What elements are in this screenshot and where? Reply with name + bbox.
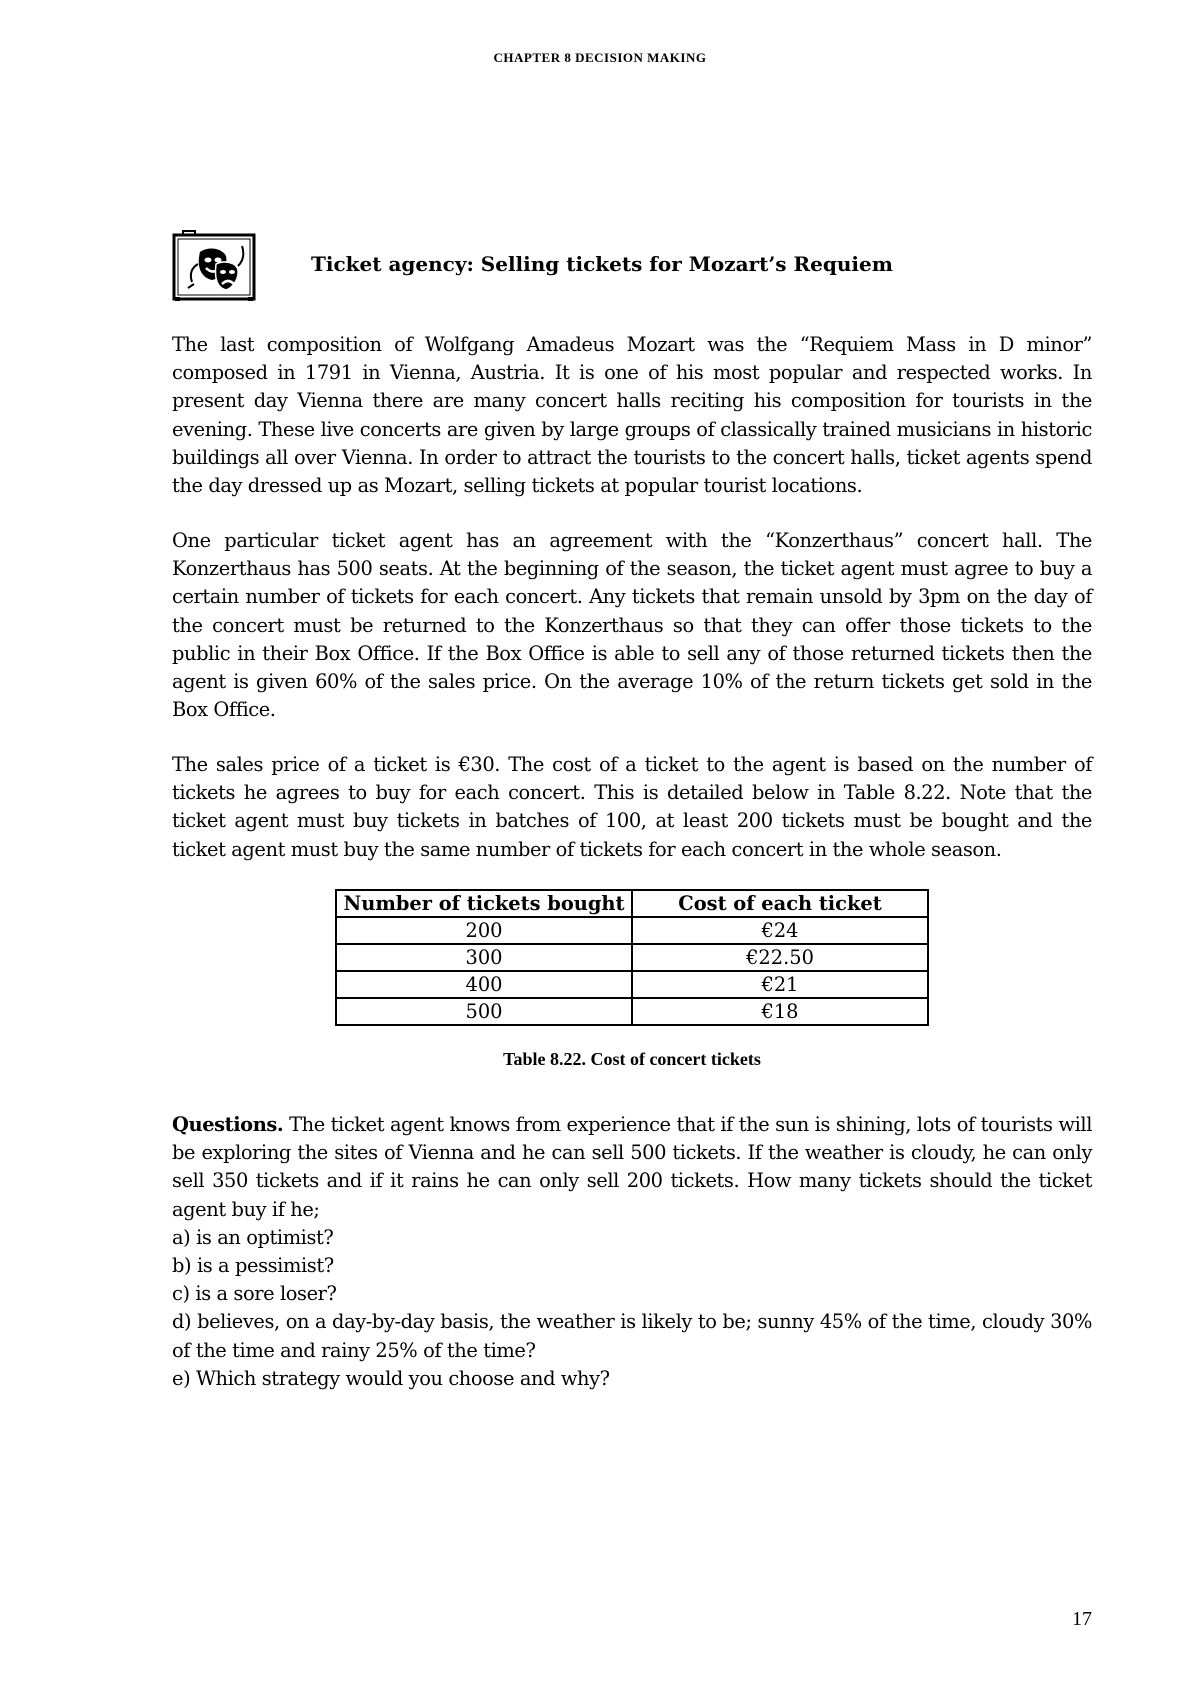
- question-item: d) believes, on a day-by-day basis, the weather is likely to be; sunny 45% of the time, cloudy 30% of the time and rainy 25% of the time?: [172, 1310, 1092, 1362]
- question-item: b) is a pessimist?: [172, 1254, 334, 1278]
- table-cell-cost: €22.50: [632, 944, 928, 971]
- table-cell-tickets: 300: [336, 944, 632, 971]
- running-header: CHAPTER 8 DECISION MAKING: [493, 50, 707, 65]
- table-cell-cost: €24: [632, 917, 928, 944]
- table-caption: Table 8.22. Cost of concert tickets: [503, 1049, 761, 1069]
- table-header-tickets: Number of tickets bought: [336, 890, 632, 917]
- paragraph-pricing: The sales price of a ticket is €30. The cost of a ticket to the agent is based on the number of tickets he agrees to buy for each concert. This is detailed below in Table 8.22. Note that the ticket agent must buy tickets in batches of 100, at least 200 tickets must be bought and the ticket agent must buy the same number of tickets for each concert in the whole season.: [172, 753, 1092, 861]
- table-header-cost: Cost of each ticket: [632, 890, 928, 917]
- table-cell-tickets: 500: [336, 998, 632, 1025]
- table-cell-cost: €21: [632, 971, 928, 998]
- theatre-masks-briefcase-icon: [172, 230, 258, 302]
- questions-label: Questions.: [172, 1113, 284, 1136]
- table-row: [336, 917, 928, 944]
- cost-table: [335, 889, 929, 1026]
- question-item: e) Which strategy would you choose and why?: [172, 1366, 610, 1390]
- table-row: [336, 944, 928, 971]
- table-row: [336, 998, 928, 1025]
- question-item: c) is a sore loser?: [172, 1282, 337, 1306]
- table-row: [336, 971, 928, 998]
- page-number: 17: [1072, 1608, 1092, 1630]
- case-title: Ticket agency: Selling tickets for Mozart’s Requiem: [311, 252, 893, 276]
- table-cell-tickets: 400: [336, 971, 632, 998]
- questions-lead: [172, 1111, 1092, 1224]
- paragraph-agreement: One particular ticket agent has an agreement with the “Konzerthaus” concert hall. The Konzerthaus has 500 seats. At the beginning of the season, the ticket agent must agree to buy a certain number of tickets for each concert. Any tickets that remain unsold by 3pm on the day of the concert must be returned to the Konzerthaus so that they can offer those tickets to the public in their Box Office. If the Box Office is able to sell any of those returned tickets then the agent is given 60% of the sales price. On the average 10% of the return tickets get sold in the Box Office.: [172, 529, 1092, 722]
- table-cell-cost: €18: [632, 998, 928, 1025]
- questions-section: [172, 1111, 1092, 1393]
- table-cell-tickets: 200: [336, 917, 632, 944]
- question-item: a) is an optimist?: [172, 1225, 334, 1249]
- questions-lead-text: The ticket agent knows from experience that if the sun is shining, lots of tourists will be exploring the sites of Vienna and he can sell 500 tickets. If the weather is cloudy, he can only sell 350 tickets and if it rains he can only sell 200 tickets. How many tickets should the ticket agent buy if he;: [172, 1113, 1092, 1221]
- paragraph-intro: The last composition of Wolfgang Amadeus Mozart was the “Requiem Mass in D minor” composed in 1791 in Vienna, Austria. It is one of his most popular and respected works. In present day Vienna there are many concert halls reciting his composition for tourists in the evening. These live concerts are given by large groups of classically trained musicians in historic buildings all over Vienna. In order to attract the tourists to the concert halls, ticket agents spend the day dressed up as Mozart, selling tickets at popular tourist locations.: [172, 333, 1092, 498]
- table-header-row: [336, 890, 928, 917]
